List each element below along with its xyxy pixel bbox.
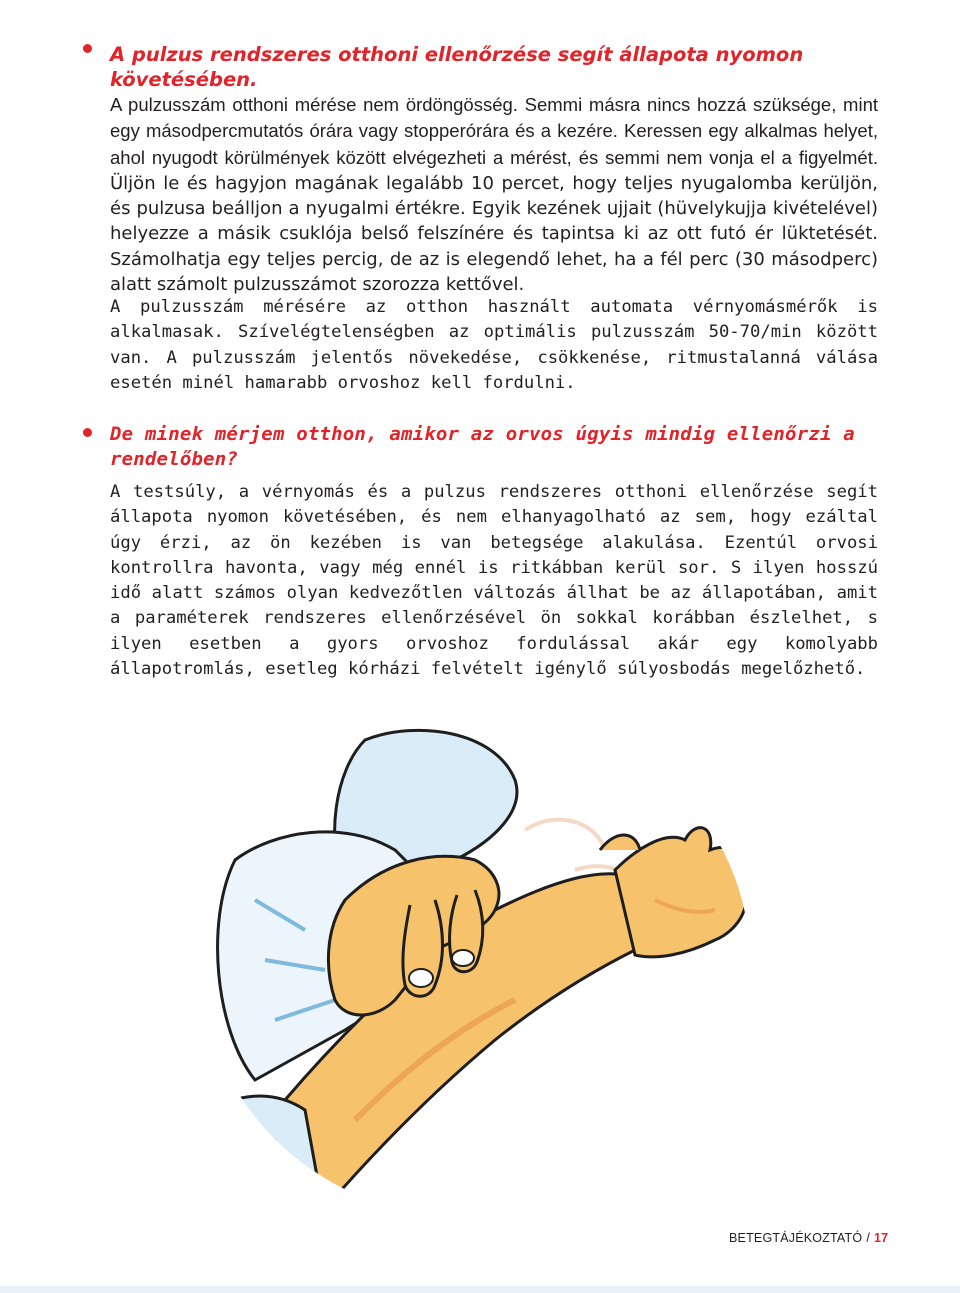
section-1-paragraph	[110, 92, 878, 297]
section-pulse-measurement-note	[110, 295, 878, 396]
section-1-heading: A pulzus rendszeres otthoni ellenőrzése segít állapota nyomon követésében.	[110, 43, 804, 91]
section-why-measure-at-home	[110, 422, 878, 682]
section-1-text-part-1: A pulzusszám otthoni mérése nem ördöngösség. Semmi másra nincs hozzá szüksége, mint egy másodpercmutatós órára vagy stopperórára és a kezére. Keressen egy alkalmas helyet, ahol nyugodt körülmények között elvégezheti a mérést, és semmi nem vonja el a figyelmét.	[110, 94, 878, 168]
section-1-text-part-2: Üljön le és hagyjon magának legalább 10 percet, hogy teljes nyugalomba kerüljön, és pulzusa beálljon a nyugalmi értékre. Egyik kezének ujjait (hüvelykujja kivételével) helyezze a másik csuklója belső felszínére és tapintsa ki az ott futó ér lüktetését. Számolhatja egy teljes percig, de az is elegendő lehet, ha a fél perc (30 másodperc) alatt számolt pulzusszámot szorozza kettővel.	[110, 172, 878, 296]
section-3-heading: De minek mérjem otthon, amikor az orvos úgyis mindig ellenőrzi a rendelőben?	[110, 423, 855, 470]
section-pulse-home-check	[110, 42, 878, 297]
pulse-check-wrist-illustration	[195, 700, 755, 1225]
bottom-decorative-strip	[0, 1286, 960, 1293]
footer-separator: /	[866, 1231, 870, 1245]
page-footer	[729, 1231, 888, 1245]
bullet-section-3	[83, 428, 92, 437]
page-number: 17	[874, 1231, 889, 1245]
section-2-paragraph: A pulzusszám mérésére az otthon használt automata vérnyomásmérők is alkalmasak. Szívelégtelenségben az optimális pulzusszám 50-70/min között van. A pulzusszám jelentős növekedése, csökkenése, ritmustalanná válása esetén minél hamarabb orvoshoz kell fordulni.	[110, 297, 878, 393]
bullet-section-1	[83, 44, 92, 53]
section-3-paragraph: A testsúly, a vérnyomás és a pulzus rendszeres otthoni ellenőrzése segít állapota nyomon követésében, és nem elhanyagolható az sem, hogy ezáltal úgy érzi, az ön kezében is van betegsége alakulása. Ezentúl orvosi kontrollra havonta, vagy még ennél is ritkábban kerül sor. S ilyen hosszú idő alatt számos olyan kedvezőtlen változás állhat be az állapotában, amit a paraméterek rendszeres ellenőrzésével ön sokkal korábban észlelhet, s ilyen esetben a gyors orvoshoz fordulással akár egy komolyabb állapotromlás, esetleg kórházi felvételt igénylő súlyosbodás megelőzhető.	[110, 482, 878, 680]
footer-label: BETEGTÁJÉKOZTATÓ	[729, 1231, 863, 1245]
lower-sleeve	[195, 1096, 325, 1220]
